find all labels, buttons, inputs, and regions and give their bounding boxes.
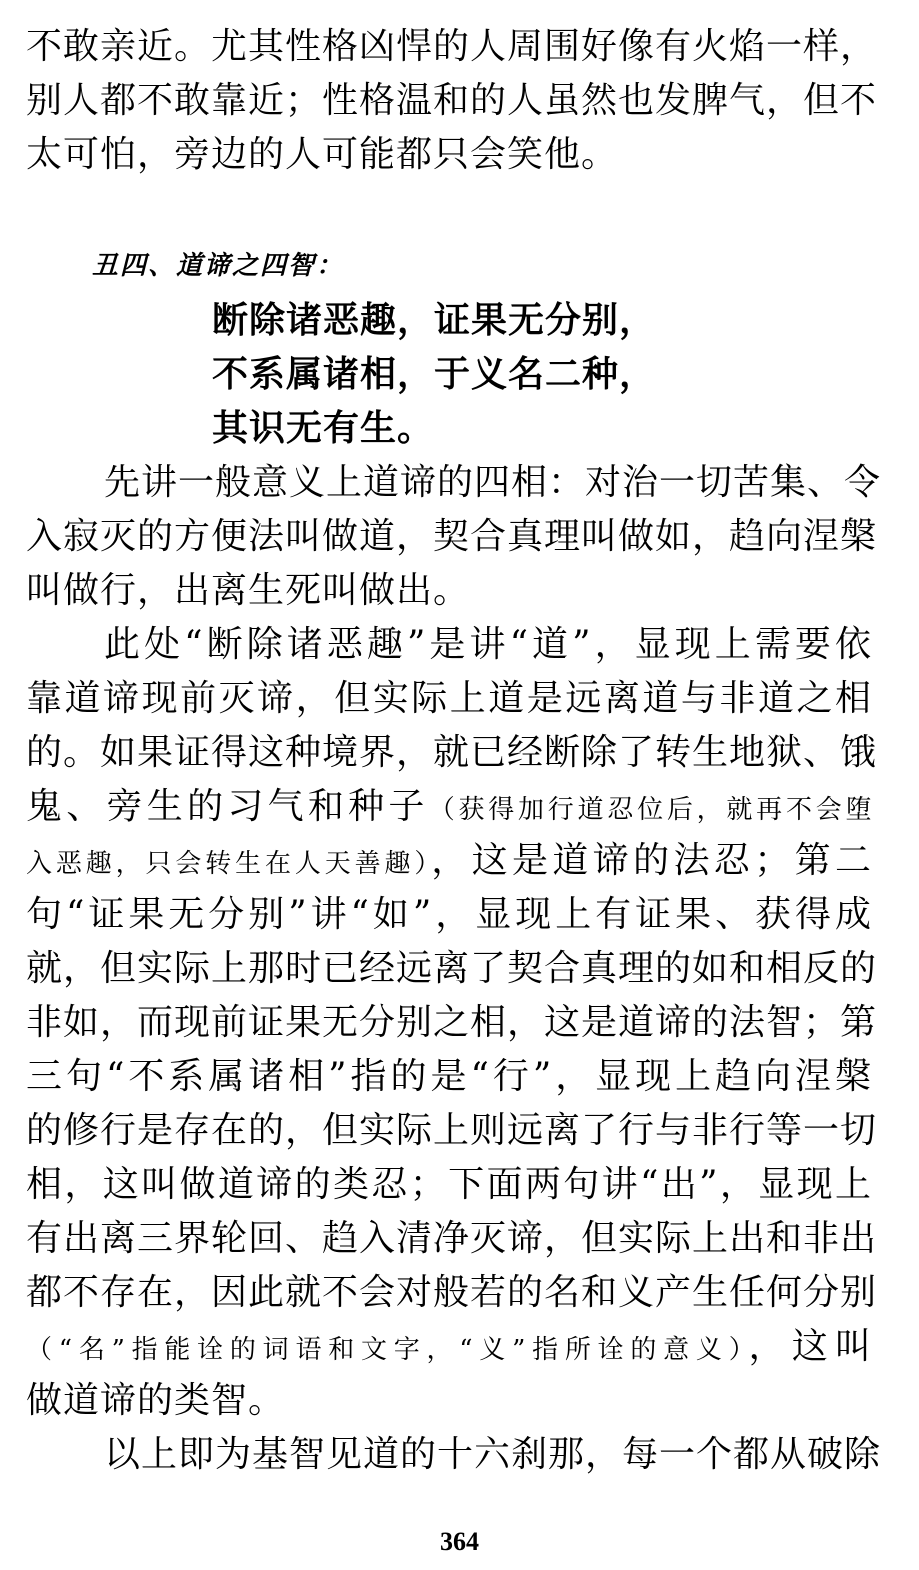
text-line: 此处“断除诸恶趣”是讲“道”，显现上需要依 [104,624,872,665]
text-line: 做道谛的类智。 [26,1380,286,1421]
text-line: 叫做行，出离生死叫做出。 [26,570,471,611]
text-line [26,834,872,888]
verse-line: 断除诸恶趣，证果无分别， [212,300,657,341]
text-line: 靠道谛现前灭谛，但实际上道是远离道与非道之相 [26,678,872,719]
text-line: 以上即为基智见道的十六刹那，每一个都从破除 [104,1434,882,1475]
text-line: 别人都不敢靠近；性格温和的人虽然也发脾气，但不 [26,80,878,121]
text-line: 太可怕，旁边的人可能都只会笑他。 [26,134,619,175]
text-line: 有出离三界轮回、趋入清净灭谛，但实际上出和非出 [26,1218,878,1259]
text-line: 相，这叫做道谛的类忍；下面两句讲“出”，显现上 [26,1164,872,1205]
main-text: 鬼、旁生的习气和种子 [26,786,429,827]
annotation-text: （获得加行道忍位后，就再不会堕 [428,795,872,825]
text-line [26,780,872,834]
annotation-text: （“名”指能诠的词语和文字，“义”指所诠的意义） [26,1335,749,1365]
verse-line: 不系属诸相，于义名二种， [212,354,657,395]
text-line: 都不存在，因此就不会对般若的名和义产生任何分别 [26,1272,878,1313]
text-line: 的。如果证得这种境界，就已经断除了转生地狱、饿 [26,732,878,773]
text-line: 三句“不系属诸相”指的是“行”，显现上趋向涅槃 [26,1056,872,1097]
text-line: 先讲一般意义上道谛的四相：对治一切苦集、令 [104,462,882,503]
text-line: 入寂灭的方便法叫做道，契合真理叫做如，趋向涅槃 [26,516,878,557]
section-heading: 丑四、道谛之四智： [92,251,345,281]
annotation-text: 入恶趣，只会转生在人天善趣） [26,849,432,879]
text-line [26,1320,872,1374]
text-line: 非如，而现前证果无分别之相，这是道谛的法智；第 [26,1002,878,1043]
main-text: ，这是道谛的法忍；第二 [431,840,872,881]
page-number: 364 [440,1527,479,1556]
text-line: 句“证果无分别”讲“如”，显现上有证果、获得成 [26,894,872,935]
text-line: 的修行是存在的，但实际上则远离了行与非行等一切 [26,1110,878,1151]
verse-line: 其识无有生。 [212,408,435,449]
main-text: ，这叫 [748,1326,872,1367]
text-line: 不敢亲近。尤其性格凶悍的人周围好像有火焰一样， [26,26,878,67]
text-line: 就，但实际上那时已经远离了契合真理的如和相反的 [26,948,878,989]
